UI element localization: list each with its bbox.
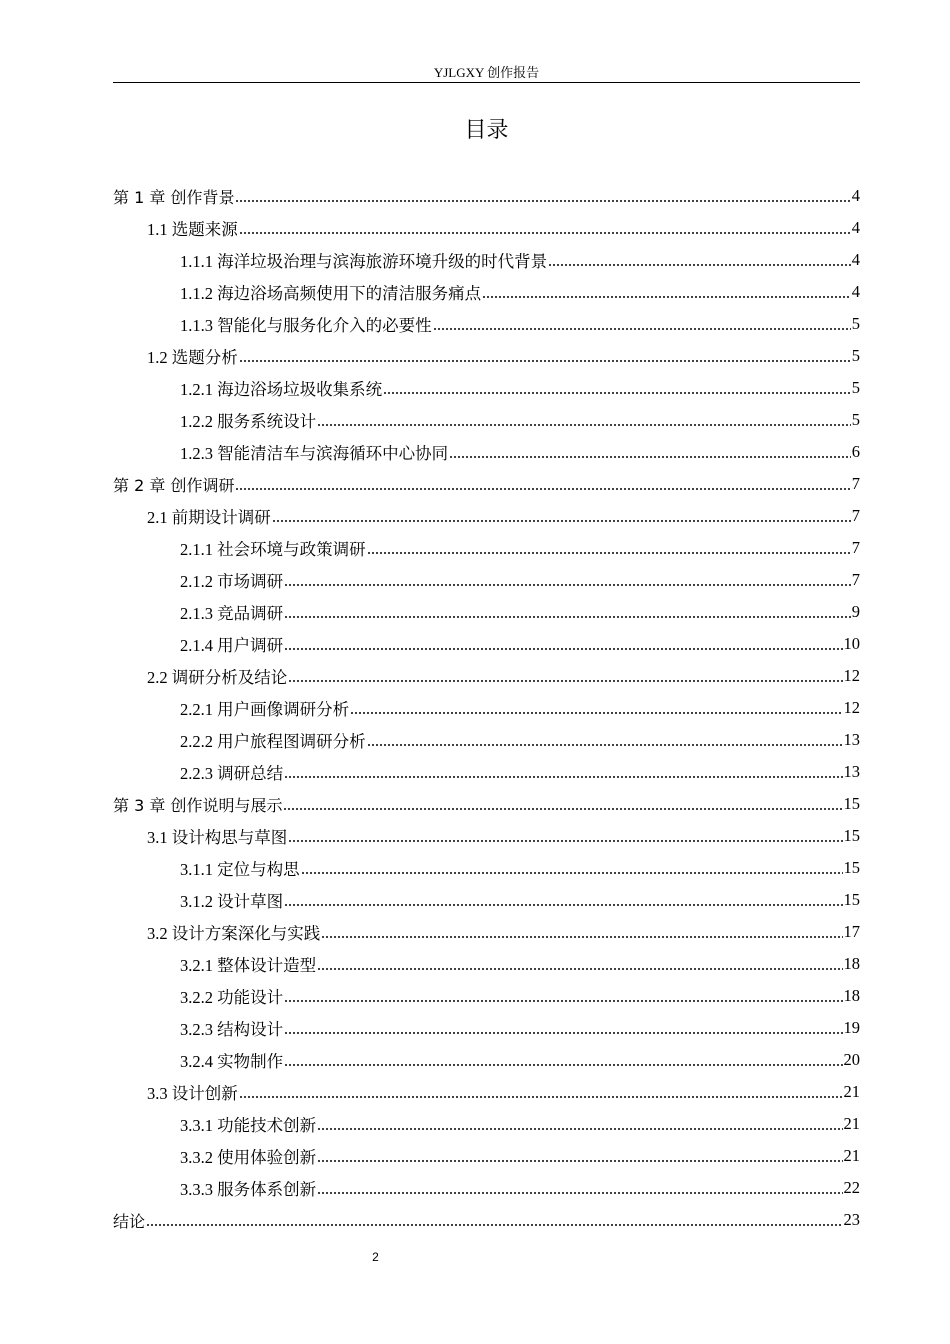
toc-entry-label: 1.2.1 海边浴场垃圾收集系统 [180, 380, 383, 399]
toc-entry-label: 1.1.2 海边浴场高频使用下的清洁服务痛点 [180, 284, 482, 303]
toc-entry-page: 7 [851, 570, 860, 589]
toc-entry[interactable] [113, 404, 860, 436]
toc-entry-page: 21 [843, 1114, 860, 1133]
toc-entry-label: 第 3 章 创作说明与展示 [113, 795, 283, 815]
toc-entry[interactable] [113, 500, 860, 532]
toc-entry-page: 5 [851, 314, 860, 333]
toc-entry-label: 1.1.3 智能化与服务化介入的必要性 [180, 316, 432, 335]
toc-entry[interactable] [113, 884, 860, 916]
toc-leader-dots [482, 295, 851, 298]
toc-leader-dots [317, 967, 842, 970]
toc-entry-page: 15 [843, 890, 860, 909]
toc-leader-dots [317, 1159, 842, 1162]
toc-entry-page: 5 [851, 378, 860, 397]
toc-entry[interactable] [113, 788, 860, 820]
toc-entry-label: 2.1 前期设计调研 [147, 508, 271, 527]
toc-entry[interactable] [113, 596, 860, 628]
toc-entry-page: 18 [843, 986, 860, 1005]
toc-entry[interactable] [113, 1172, 860, 1204]
toc-entry-page: 13 [843, 762, 860, 781]
toc-entry[interactable] [113, 660, 860, 692]
toc-leader-dots [317, 1191, 842, 1194]
toc-entry-page: 20 [843, 1050, 860, 1069]
toc-entry[interactable] [113, 1012, 860, 1044]
toc-entry-label: 3.3.3 服务体系创新 [180, 1180, 317, 1199]
toc-entry-label: 2.1.4 用户调研 [180, 636, 284, 655]
toc-entry-page: 18 [843, 954, 860, 973]
toc-entry-page: 7 [851, 506, 860, 525]
toc-entry-label: 3.2.2 功能设计 [180, 988, 284, 1007]
toc-entry-label: 3.3.2 使用体验创新 [180, 1148, 317, 1167]
toc-leader-dots [350, 711, 842, 714]
toc-entry[interactable] [113, 1140, 860, 1172]
toc-leader-dots [239, 231, 851, 234]
toc-entry-page: 12 [843, 698, 860, 717]
toc-leader-dots [367, 551, 851, 554]
toc-entry-label: 2.1.3 竞品调研 [180, 604, 284, 623]
toc-entry[interactable] [113, 180, 860, 212]
toc-leader-dots [367, 743, 843, 746]
toc-leader-dots [284, 903, 842, 906]
toc-entry-page: 17 [843, 922, 860, 941]
toc-entry-label: 2.2.1 用户画像调研分析 [180, 700, 350, 719]
toc-entry[interactable] [113, 1204, 860, 1236]
toc-leader-dots [449, 455, 851, 458]
toc-entry[interactable] [113, 276, 860, 308]
toc-entry-label: 1.1 选题来源 [147, 220, 238, 239]
toc-entry-label: 1.2 选题分析 [147, 348, 238, 367]
toc-entry-page: 22 [843, 1178, 860, 1197]
toc-leader-dots [321, 935, 842, 938]
toc-entry-page: 10 [843, 634, 860, 653]
toc-entry-page: 19 [843, 1018, 860, 1037]
toc-entry[interactable] [113, 916, 860, 948]
toc-entry[interactable] [113, 756, 860, 788]
toc-entry[interactable] [113, 820, 860, 852]
toc-entry-page: 21 [843, 1082, 860, 1101]
toc-entry-label: 1.2.2 服务系统设计 [180, 412, 317, 431]
table-of-contents [113, 180, 860, 1236]
toc-entry[interactable] [113, 244, 860, 276]
toc-entry[interactable] [113, 692, 860, 724]
toc-entry[interactable] [113, 724, 860, 756]
toc-entry-label: 1.1.1 海洋垃圾治理与滨海旅游环境升级的时代背景 [180, 252, 548, 271]
toc-entry-label: 3.3.1 功能技术创新 [180, 1116, 317, 1135]
toc-entry-page: 9 [851, 602, 860, 621]
toc-entry-label: 第 2 章 创作调研 [113, 475, 235, 495]
toc-entry-page: 4 [851, 250, 860, 269]
toc-leader-dots [288, 839, 842, 842]
toc-entry-page: 4 [851, 218, 860, 237]
toc-entry[interactable] [113, 212, 860, 244]
toc-entry[interactable] [113, 308, 860, 340]
toc-entry[interactable] [113, 340, 860, 372]
toc-entry-page: 15 [843, 826, 860, 845]
toc-entry-label: 3.2.4 实物制作 [180, 1052, 284, 1071]
toc-entry-page: 5 [851, 346, 860, 365]
toc-entry-label: 2.2 调研分析及结论 [147, 668, 288, 687]
toc-entry[interactable] [113, 1076, 860, 1108]
toc-leader-dots [284, 1031, 842, 1034]
toc-entry-label: 3.3 设计创新 [147, 1084, 238, 1103]
page-number: 2 [372, 1250, 379, 1264]
toc-entry[interactable] [113, 436, 860, 468]
toc-entry-label: 2.1.2 市场调研 [180, 572, 284, 591]
toc-entry[interactable] [113, 372, 860, 404]
toc-leader-dots [235, 487, 850, 490]
toc-entry-page: 12 [843, 666, 860, 685]
toc-leader-dots [235, 199, 850, 202]
toc-leader-dots [433, 327, 851, 330]
toc-entry-label: 3.1 设计构思与草图 [147, 828, 288, 847]
header-rule [113, 82, 860, 83]
toc-entry[interactable] [113, 852, 860, 884]
toc-leader-dots [284, 999, 842, 1002]
toc-entry-label: 2.2.3 调研总结 [180, 764, 284, 783]
toc-entry-page: 21 [843, 1146, 860, 1165]
toc-entry-label: 3.2 设计方案深化与实践 [147, 924, 321, 943]
toc-entry[interactable] [113, 564, 860, 596]
toc-leader-dots [288, 679, 842, 682]
toc-entry[interactable] [113, 468, 860, 500]
toc-entry-label: 3.2.3 结构设计 [180, 1020, 284, 1039]
toc-leader-dots [272, 519, 851, 522]
toc-leader-dots [284, 647, 842, 650]
toc-entry[interactable] [113, 532, 860, 564]
toc-leader-dots [284, 615, 851, 618]
toc-entry-label: 1.2.3 智能清洁车与滨海循环中心协同 [180, 444, 449, 463]
toc-entry-label: 第 1 章 创作背景 [113, 187, 235, 207]
toc-entry-page: 4 [851, 186, 860, 205]
toc-entry-label: 3.2.1 整体设计造型 [180, 956, 317, 975]
toc-entry-label: 3.1.1 定位与构思 [180, 860, 300, 879]
toc-entry-page: 13 [843, 730, 860, 749]
toc-leader-dots [284, 775, 842, 778]
toc-entry-page: 5 [851, 410, 860, 429]
toc-leader-dots [317, 423, 851, 426]
toc-leader-dots [301, 871, 843, 874]
toc-leader-dots [383, 391, 851, 394]
toc-entry-page: 4 [851, 282, 860, 301]
toc-title: 目录 [464, 118, 509, 143]
toc-leader-dots [239, 359, 851, 362]
toc-entry-label: 2.1.1 社会环境与政策调研 [180, 540, 366, 559]
toc-entry-label: 结论 [113, 1211, 146, 1231]
toc-leader-dots [284, 583, 851, 586]
page-header: YJLGXY 创作报告 [433, 65, 540, 80]
toc-entry-page: 7 [851, 474, 860, 493]
toc-entry-page: 15 [843, 794, 860, 813]
toc-leader-dots [283, 807, 842, 810]
toc-entry-page: 7 [851, 538, 860, 557]
toc-entry-page: 23 [843, 1210, 860, 1229]
toc-entry[interactable] [113, 1044, 860, 1076]
toc-entry[interactable] [113, 1108, 860, 1140]
toc-leader-dots [146, 1223, 842, 1226]
toc-entry[interactable] [113, 980, 860, 1012]
toc-leader-dots [317, 1127, 842, 1130]
toc-leader-dots [284, 1063, 842, 1066]
toc-entry[interactable] [113, 948, 860, 980]
toc-entry-page: 15 [843, 858, 860, 877]
toc-leader-dots [239, 1095, 843, 1098]
toc-entry-label: 3.1.2 设计草图 [180, 892, 284, 911]
toc-entry[interactable] [113, 628, 860, 660]
toc-leader-dots [548, 263, 851, 266]
toc-entry-label: 2.2.2 用户旅程图调研分析 [180, 732, 366, 751]
toc-entry-page: 6 [851, 442, 860, 461]
